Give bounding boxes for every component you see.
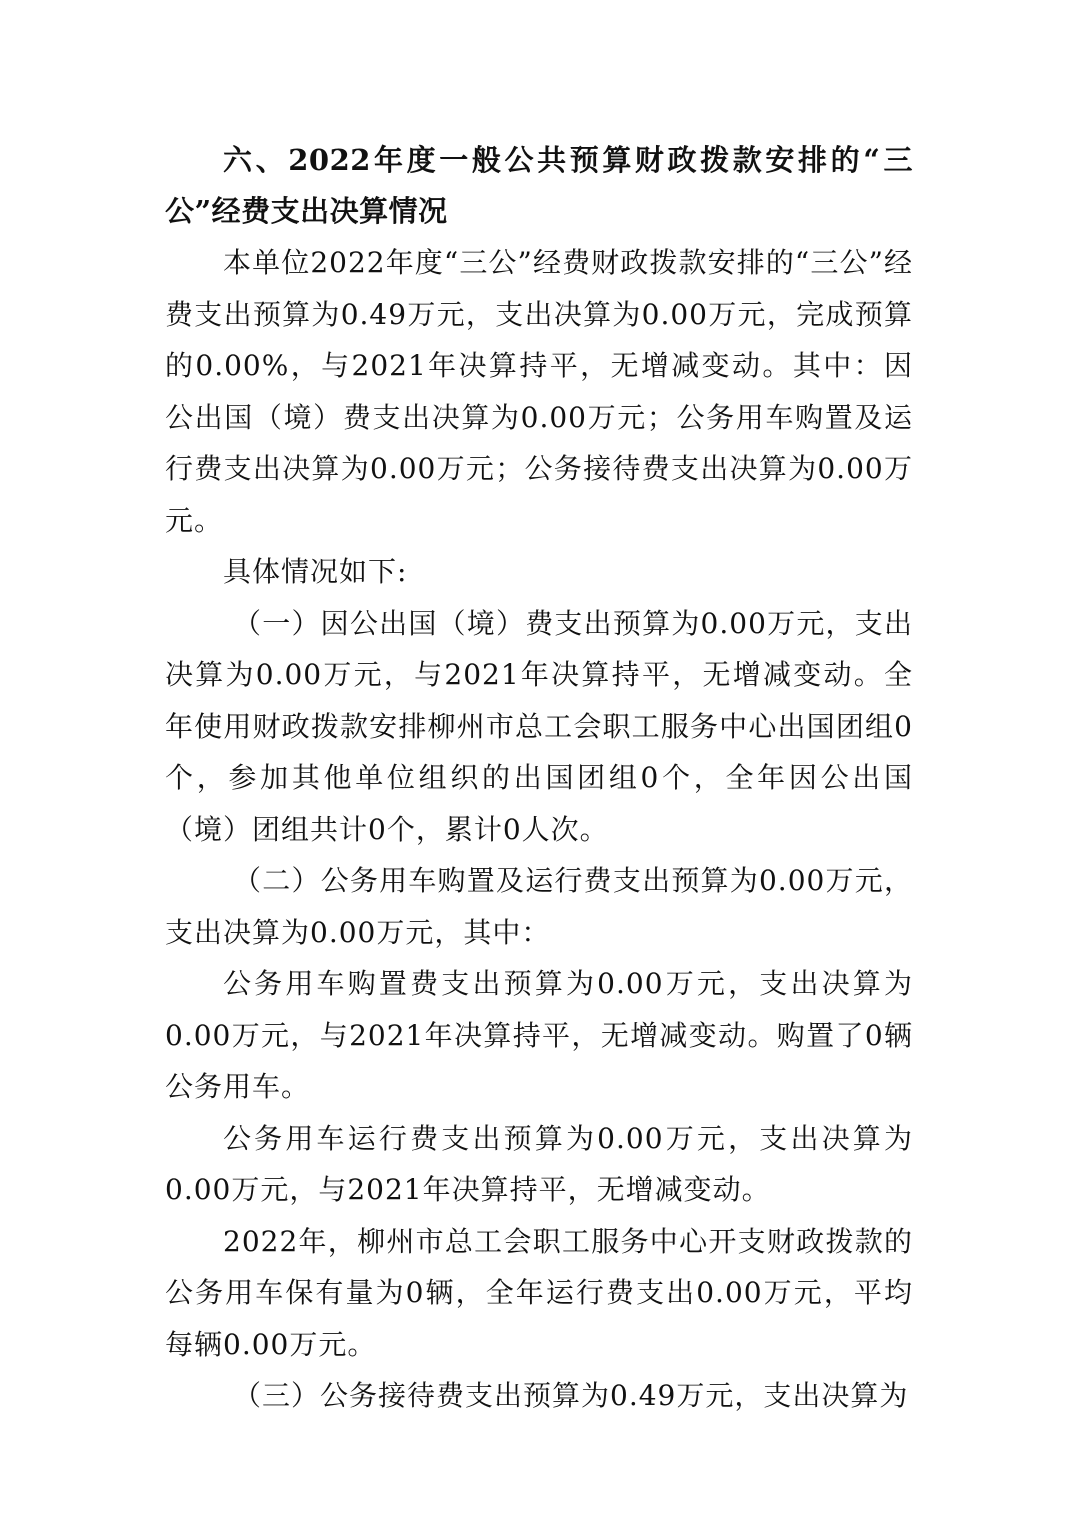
overseas-travel-paragraph: （一）因公出国（境）费支出预算为0.00万元，支出决算为0.00万元，与2021年决算持平，无增减变动。全年使用财政拨款安排柳州市总工会职工服务中心出国团组0个，参加其他单位组织的出国团组0个，全年因公出国（境）团组共计0个，累计0人次。: [165, 606, 913, 846]
document-page: [165, 135, 913, 1422]
vehicle-operation-paragraph: 公务用车运行费支出预算为0.00万元，支出决算为0.00万元，与2021年决算持平，无增减变动。: [165, 1121, 913, 1206]
details-intro-paragraph: 具体情况如下:: [223, 555, 408, 588]
reception-expense-paragraph: （三）公务接待费支出预算为0.49万元，支出决算为: [233, 1379, 909, 1412]
vehicle-holdings-paragraph: 2022年，柳州市总工会职工服务中心开支财政拨款的公务用车保有量为0辆，全年运行费支出0.00万元，平均每辆0.00万元。: [165, 1224, 913, 1361]
section-heading: 六、2022年度一般公共预算财政拨款安排的“三公”经费支出决算情况: [165, 143, 913, 228]
summary-paragraph: 本单位2022年度“三公”经费财政拨款安排的“三公”经费支出预算为0.49万元，支出决算为0.00万元，完成预算的0.00%，与2021年决算持平，无增减变动。其中：因公出国（境）费支出决算为0.00万元；公务用车购置及运行费支出决算为0.00万元；公务接待费支出决算为0.00万元。: [165, 246, 913, 537]
vehicle-purchase-paragraph: 公务用车购置费支出预算为0.00万元，支出决算为0.00万元，与2021年决算持平，无增减变动。购置了0辆公务用车。: [165, 967, 913, 1103]
vehicle-expense-paragraph: （二）公务用车购置及运行费支出预算为0.00万元，支出决算为0.00万元，其中：: [165, 864, 913, 949]
